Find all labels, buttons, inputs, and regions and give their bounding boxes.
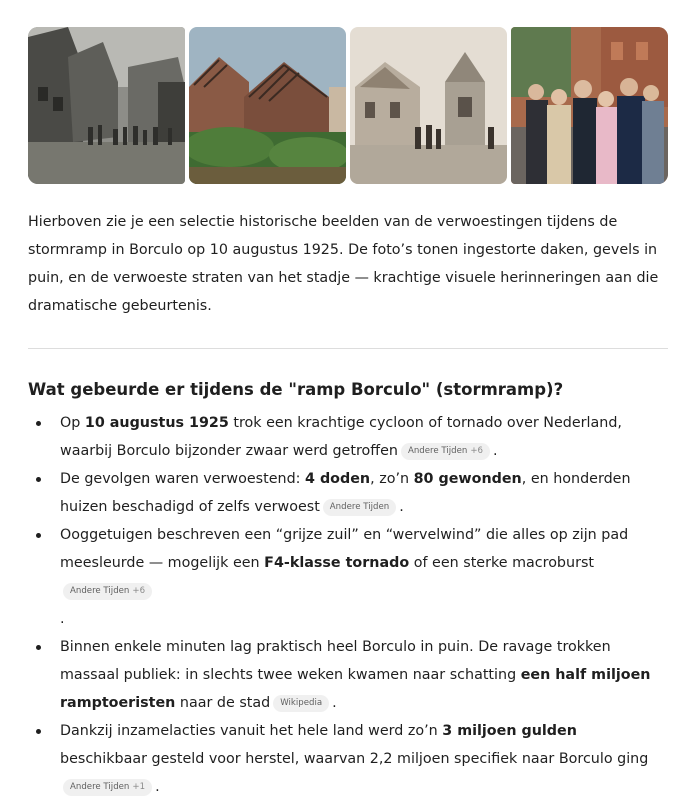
bullet-end: . [332,695,337,711]
roofs-photo-image [189,27,346,184]
bullet-text: Binnen enkele minuten lag praktisch heel Borculo in puin. De ravage trokken massaal publiek: in slechts twee weken kwamen naar schatting [60,639,611,683]
source-chip-label: Andere Tijden [70,782,130,792]
list-item [28,633,668,717]
section-heading: Wat gebeurde er tijdens de "ramp Borculo" (stormramp)? [28,380,564,399]
gallery-image-3[interactable] [350,27,507,184]
bullet-text: trok een krachtige cycloon of tornado over Nederland, waarbij Borculo bijzonder zwaar werd getroffen [60,415,622,459]
bullet-bold: een half miljoen ramptoeristen [60,667,651,711]
bullet-end: . [60,611,65,627]
bullet-end: . [493,443,498,459]
source-chip[interactable] [63,583,152,600]
source-chip[interactable] [273,695,329,712]
bullet-text: De gevolgen waren verwoestend: [60,471,306,487]
source-chip-count: +6 [132,586,146,596]
gallery-image-1[interactable] [28,27,185,184]
bullet-text: of een sterke macroburst [409,555,595,571]
gallery-image-2[interactable] [189,27,346,184]
bullet-text: Ooggetuigen beschreven een “grijze zuil” en “wervelwind” die alles op zijn pad meesleurde — mogelijk een [60,527,629,571]
bullet-text: Op [60,415,85,431]
bullet-text: beschikbaar gesteld voor herstel, waarvan 2,2 miljoen specifiek naar Borculo ging [60,751,649,767]
source-chip-label: Andere Tijden [329,502,390,512]
street-photo-image [28,27,185,184]
bullet-bold: 10 augustus 1925 [84,415,229,431]
bullet-text: Dankzij inzamelacties vanuit het hele land werd zo’n [60,723,443,739]
ruins-photo-image [350,27,507,184]
gallery-image-4[interactable] [511,27,668,184]
list-item [28,409,668,465]
source-chip[interactable] [401,443,490,460]
bullet-end: . [155,779,160,795]
crowd-photo-image [511,27,668,184]
source-chip[interactable] [63,779,152,796]
source-chip-count: +1 [132,782,146,792]
bullet-bold: 80 gewonden [413,471,522,487]
bullet-text: , zo’n [370,471,414,487]
bullet-bold: 3 miljoen gulden [442,723,577,739]
bullet-end: . [399,499,404,515]
bullet-text: , en honderden huizen beschadigd of zelfs verwoest [60,471,631,515]
bullet-text: naar de stad [175,695,271,711]
bullet-bold: F4‑klasse tornado [264,555,410,571]
source-chip-label: Andere Tijden [407,446,468,456]
bullet-bold: 4 doden [305,471,371,487]
list-item [28,465,668,521]
source-chip-label: Wikipedia [280,698,323,708]
list-item [28,521,668,633]
image-gallery [28,27,668,184]
summary-list [28,409,668,801]
list-item [28,717,668,801]
source-chip-count: +6 [470,446,484,456]
source-chip[interactable] [323,499,396,516]
intro-paragraph: Hierboven zie je een selectie historische beelden van de verwoestingen tijdens de stormramp in Borculo op 10 augustus 1925. De foto’s tonen ingestorte daken, gevels in puin, en de verwoeste straten van het stadje — krachtige visuele herinneringen aan die dramatische gebeurtenis. [28,214,659,314]
section-divider [28,348,668,349]
source-chip-label: Andere Tijden [70,586,130,596]
